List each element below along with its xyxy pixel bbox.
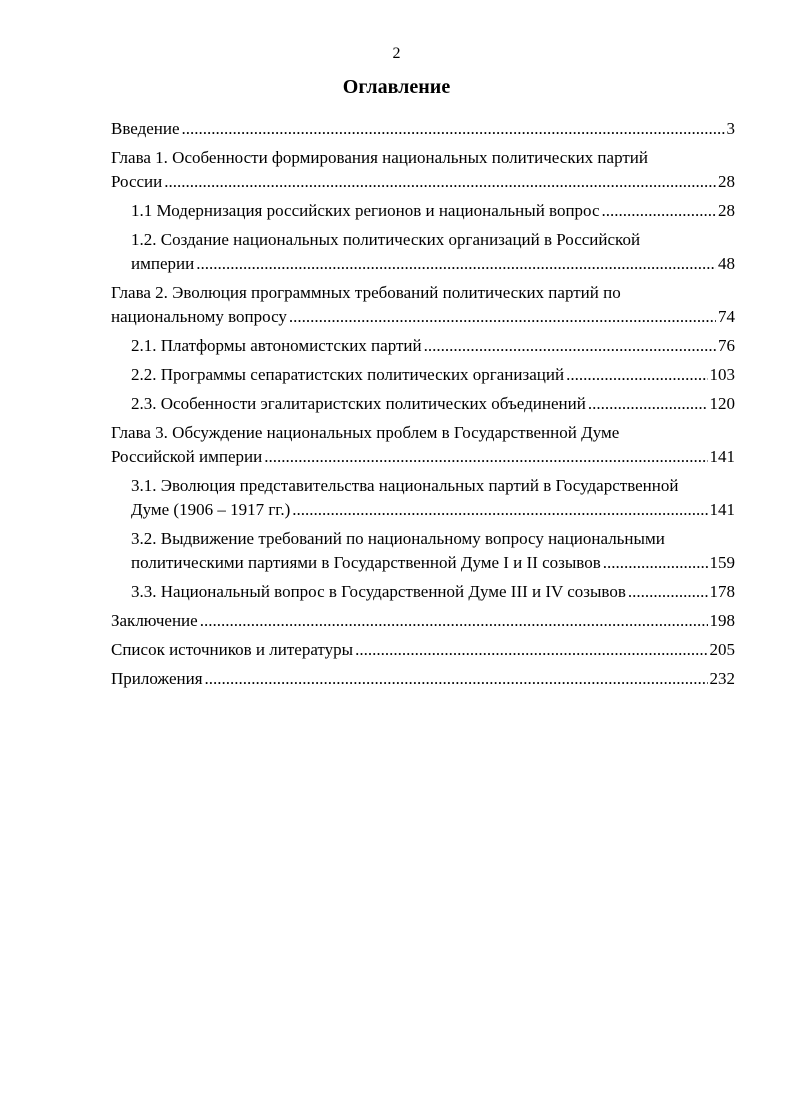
dot-leader bbox=[264, 445, 707, 469]
toc-entry-section-1-2[interactable] bbox=[111, 228, 735, 276]
toc-entry-text-cont: империи bbox=[131, 254, 195, 273]
toc-entry-section-2-1[interactable] bbox=[111, 334, 735, 358]
toc-entry-section-3-2[interactable] bbox=[111, 527, 735, 575]
toc-entry-section-2-2[interactable] bbox=[111, 363, 735, 387]
toc-entry-text-cont: Российской империи bbox=[111, 447, 263, 466]
toc-entry-section-2-3[interactable] bbox=[111, 392, 735, 416]
toc-entry-page: 178 bbox=[709, 582, 735, 601]
toc-entry-page: 76 bbox=[718, 336, 735, 355]
toc-entry-text: 1.1 Модернизация российских регионов и национальный вопрос bbox=[131, 201, 600, 220]
dot-leader bbox=[355, 638, 707, 662]
dot-leader bbox=[205, 667, 708, 691]
toc-entry-bibliography[interactable] bbox=[111, 638, 735, 662]
toc-title: Оглавление bbox=[342, 76, 451, 98]
toc-entry-page: 205 bbox=[709, 640, 735, 659]
dot-leader bbox=[566, 363, 707, 387]
toc-entry-page: 103 bbox=[709, 365, 735, 384]
dot-leader bbox=[588, 392, 708, 416]
dot-leader bbox=[289, 305, 716, 329]
dot-leader bbox=[424, 334, 716, 358]
toc-entry-introduction[interactable] bbox=[111, 117, 735, 141]
dot-leader bbox=[602, 199, 716, 223]
toc-entry-page: 120 bbox=[709, 394, 735, 413]
toc-entry-text-cont: Думе (1906 – 1917 гг.) bbox=[131, 500, 291, 519]
toc-entry-section-3-3[interactable] bbox=[111, 580, 735, 604]
toc-entry-text-cont: национальному вопросу bbox=[111, 307, 287, 326]
dot-leader bbox=[603, 551, 708, 575]
toc-entry-text-cont: России bbox=[111, 172, 163, 191]
toc-entry-text: 3.2. Выдвижение требований по национальному вопросу национальными bbox=[131, 529, 665, 548]
table-of-contents bbox=[111, 117, 735, 696]
toc-entry-chapter-3[interactable] bbox=[111, 421, 735, 469]
toc-entry-text: Глава 1. Особенности формирования национальных политических партий bbox=[111, 148, 648, 167]
toc-entry-page: 141 bbox=[709, 500, 735, 519]
page-number: 2 bbox=[392, 45, 401, 62]
toc-entry-text: Глава 3. Обсуждение национальных проблем в Государственной Думе bbox=[111, 423, 620, 442]
toc-entry-appendices[interactable] bbox=[111, 667, 735, 691]
dot-leader bbox=[164, 170, 716, 194]
toc-entry-page: 141 bbox=[709, 447, 735, 466]
toc-entry-conclusion[interactable] bbox=[111, 609, 735, 633]
toc-entry-page: 232 bbox=[709, 669, 735, 688]
toc-entry-text: 1.2. Создание национальных политических организаций в Российской bbox=[131, 230, 641, 249]
toc-entry-text: 2.3. Особенности эгалитаристских политических объединений bbox=[131, 394, 586, 413]
dot-leader bbox=[196, 252, 716, 276]
toc-entry-text: Приложения bbox=[111, 669, 203, 688]
toc-entry-page: 3 bbox=[726, 119, 735, 138]
toc-entry-text: Глава 2. Эволюция программных требований политических партий по bbox=[111, 283, 621, 302]
toc-entry-page: 28 bbox=[718, 201, 735, 220]
toc-entry-page: 198 bbox=[709, 611, 735, 630]
toc-entry-text: 3.1. Эволюция представительства национальных партий в Государственной bbox=[131, 476, 679, 495]
toc-entry-page: 74 bbox=[718, 307, 735, 326]
toc-entry-chapter-2[interactable] bbox=[111, 281, 735, 329]
dot-leader bbox=[292, 498, 707, 522]
toc-entry-chapter-1[interactable] bbox=[111, 146, 735, 194]
toc-entry-text: Введение bbox=[111, 119, 180, 138]
toc-entry-page: 159 bbox=[709, 553, 735, 572]
toc-entry-text: Список источников и литературы bbox=[111, 640, 354, 659]
toc-entry-section-1-1[interactable] bbox=[111, 199, 735, 223]
toc-entry-page: 48 bbox=[718, 254, 735, 273]
dot-leader bbox=[628, 580, 708, 604]
toc-entry-text: Заключение bbox=[111, 611, 198, 630]
toc-entry-text: 3.3. Национальный вопрос в Государственной Думе III и IV созывов bbox=[131, 582, 626, 601]
toc-entry-page: 28 bbox=[718, 172, 735, 191]
toc-entry-text-cont: политическими партиями в Государственной Думе I и II созывов bbox=[131, 553, 601, 572]
dot-leader bbox=[182, 117, 725, 141]
dot-leader bbox=[200, 609, 708, 633]
toc-entry-text: 2.2. Программы сепаратистских политических организаций bbox=[131, 365, 565, 384]
toc-entry-section-3-1[interactable] bbox=[111, 474, 735, 522]
toc-entry-text: 2.1. Платформы автономистских партий bbox=[131, 336, 422, 355]
